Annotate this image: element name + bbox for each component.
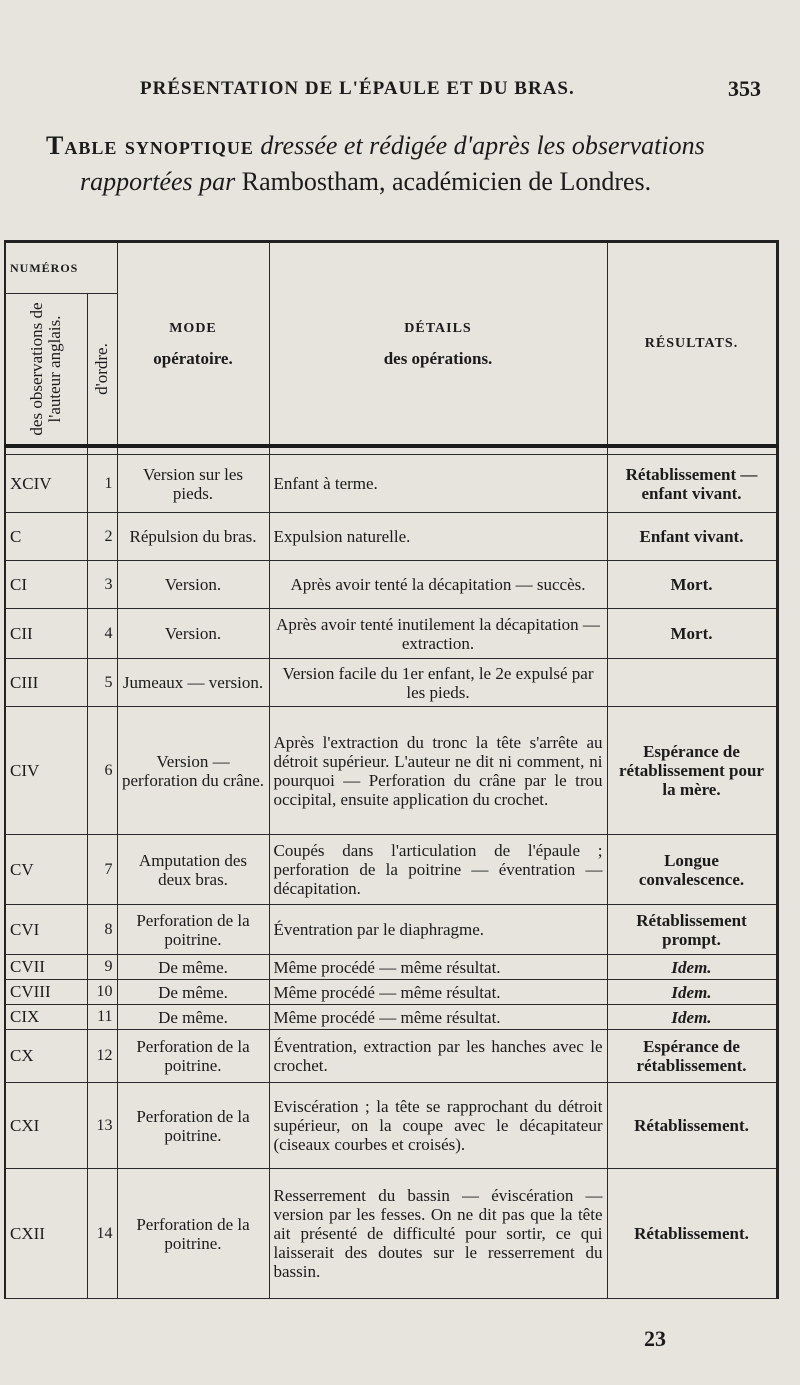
resultat-cell: Idem. — [607, 955, 777, 980]
resultat-cell: Longue convalescence. — [607, 835, 777, 905]
ordre-cell: 2 — [87, 513, 117, 561]
table-row — [5, 1169, 777, 1299]
resultat-cell: Rétablissement. — [607, 1169, 777, 1299]
table-row — [5, 513, 777, 561]
header-ordre-cell — [87, 294, 117, 447]
details-cell: Enfant à terme. — [269, 455, 607, 513]
table-row — [5, 980, 777, 1005]
mode-cell: De même. — [117, 1005, 269, 1030]
details-cell: Expulsion naturelle. — [269, 513, 607, 561]
obs-cell: CVII — [5, 955, 87, 980]
title-line-2 — [80, 164, 651, 200]
mode-cell: Perforation de la poitrine. — [117, 1030, 269, 1083]
details-cell: Version facile du 1er enfant, le 2e expulsé par les pieds. — [269, 659, 607, 707]
obs-cell: CXII — [5, 1169, 87, 1299]
mode-cell: Amputation des deux bras. — [117, 835, 269, 905]
mode-cell: Version. — [117, 561, 269, 609]
header-numeros: NUMÉROS — [5, 242, 117, 294]
table-row — [5, 835, 777, 905]
resultat-cell: Mort. — [607, 561, 777, 609]
obs-cell: XCIV — [5, 455, 87, 513]
table-row — [5, 1083, 777, 1169]
title-part-3: rapportées par — [80, 167, 236, 196]
details-cell: Eviscération ; la tête se rapprochant du détroit supérieur, on la coupe avec le décapitateur (ciseaux courbes et croisés). — [269, 1083, 607, 1169]
resultat-cell — [607, 659, 777, 707]
obs-cell: CX — [5, 1030, 87, 1083]
details-cell: Éventration par le diaphragme. — [269, 905, 607, 955]
table-row — [5, 707, 777, 835]
resultat-cell: Idem. — [607, 1005, 777, 1030]
obs-cell: CIX — [5, 1005, 87, 1030]
title-part-2: dressée et rédigée d'après les observations — [253, 131, 705, 160]
ordre-cell: 13 — [87, 1083, 117, 1169]
mode-cell: Version — perforation du crâne. — [117, 707, 269, 835]
ordre-cell: 3 — [87, 561, 117, 609]
table-row — [5, 609, 777, 659]
title-line-1 — [46, 128, 705, 164]
resultat-cell: Enfant vivant. — [607, 513, 777, 561]
resultat-cell: Espérance de rétablissement. — [607, 1030, 777, 1083]
mode-cell: Perforation de la poitrine. — [117, 1083, 269, 1169]
mode-cell: Version. — [117, 609, 269, 659]
resultat-cell: Idem. — [607, 980, 777, 1005]
resultat-cell: Rétablissement prompt. — [607, 905, 777, 955]
header-details-sub: des opérations. — [383, 348, 493, 368]
ordre-cell: 10 — [87, 980, 117, 1005]
mode-cell: Jumeaux — version. — [117, 659, 269, 707]
ordre-cell: 8 — [87, 905, 117, 955]
details-cell: Après avoir tenté inutilement la décapitation — extraction. — [269, 609, 607, 659]
table-row — [5, 455, 777, 513]
details-cell: Même procédé — même résultat. — [269, 1005, 607, 1030]
resultat-cell: Rétablissement — enfant vivant. — [607, 455, 777, 513]
obs-cell: CII — [5, 609, 87, 659]
details-cell: Après l'extraction du tronc la tête s'arrête au détroit supérieur. L'auteur ne dit ni comment, ni pourquoi — Perforation du crâne par le trou occipital, ensuite application du crochet. — [269, 707, 607, 835]
obs-cell: CI — [5, 561, 87, 609]
title-part-4: Rambostham, académicien de Londres. — [235, 167, 652, 196]
mode-cell: De même. — [117, 955, 269, 980]
table-row — [5, 905, 777, 955]
mode-cell: Version sur les pieds. — [117, 455, 269, 513]
header-obs-cell — [5, 294, 87, 447]
details-cell: Éventration, extraction par les hanches avec le crochet. — [269, 1030, 607, 1083]
details-cell: Coupés dans l'articulation de l'épaule ; perforation de la poitrine — éventration — décapitation. — [269, 835, 607, 905]
table-row — [5, 1030, 777, 1083]
header-mode-caps: MODE — [169, 320, 217, 336]
header-ordre: d'ordre. — [92, 343, 111, 395]
details-cell: Resserrement du bassin — éviscération — version par les fesses. On ne dit pas que la tête ait présenté de difficulté pour sortir, ce qui laisserait des doutes sur le resserrement du bassin. — [269, 1169, 607, 1299]
ordre-cell: 14 — [87, 1169, 117, 1299]
resultat-cell: Espérance de rétablissement pour la mère. — [607, 707, 777, 835]
header-details-caps: DÉTAILS — [404, 320, 472, 336]
table-body — [5, 455, 777, 1299]
mode-cell: Répulsion du bras. — [117, 513, 269, 561]
ordre-cell: 5 — [87, 659, 117, 707]
mode-cell: De même. — [117, 980, 269, 1005]
header-row-1 — [5, 242, 777, 294]
ordre-cell: 4 — [87, 609, 117, 659]
obs-cell: CIV — [5, 707, 87, 835]
details-cell: Même procédé — même résultat. — [269, 955, 607, 980]
title-part-1: Table synoptique — [46, 131, 254, 160]
ordre-cell: 11 — [87, 1005, 117, 1030]
resultat-cell: Rétablissement. — [607, 1083, 777, 1169]
ordre-cell: 12 — [87, 1030, 117, 1083]
header-mode-sub: opératoire. — [153, 348, 233, 368]
obs-cell: CVI — [5, 905, 87, 955]
obs-cell: CVIII — [5, 980, 87, 1005]
table-row — [5, 659, 777, 707]
obs-cell: CIII — [5, 659, 87, 707]
details-cell: Même procédé — même résultat. — [269, 980, 607, 1005]
table-row — [5, 1005, 777, 1030]
synoptic-table — [4, 240, 779, 1299]
header-mode — [117, 242, 269, 447]
resultat-cell: Mort. — [607, 609, 777, 659]
mode-cell: Perforation de la poitrine. — [117, 1169, 269, 1299]
table-row — [5, 561, 777, 609]
obs-cell: CXI — [5, 1083, 87, 1169]
header-resultats: RÉSULTATS. — [607, 242, 777, 447]
header-details — [269, 242, 607, 447]
page-number: 353 — [728, 76, 761, 101]
ordre-cell: 1 — [87, 455, 117, 513]
mode-cell: Perforation de la poitrine. — [117, 905, 269, 955]
obs-cell: CV — [5, 835, 87, 905]
ordre-cell: 6 — [87, 707, 117, 835]
obs-cell: C — [5, 513, 87, 561]
header-obs: des observations de l'auteur anglais. — [27, 302, 65, 436]
signature-mark: 23 — [644, 1326, 666, 1351]
ordre-cell: 9 — [87, 955, 117, 980]
running-title: PRÉSENTATION DE L'ÉPAULE ET DU BRAS. — [140, 78, 575, 99]
header-separator — [5, 446, 777, 455]
running-head — [0, 78, 800, 108]
ordre-cell: 7 — [87, 835, 117, 905]
table-row — [5, 955, 777, 980]
details-cell: Après avoir tenté la décapitation — succès. — [269, 561, 607, 609]
